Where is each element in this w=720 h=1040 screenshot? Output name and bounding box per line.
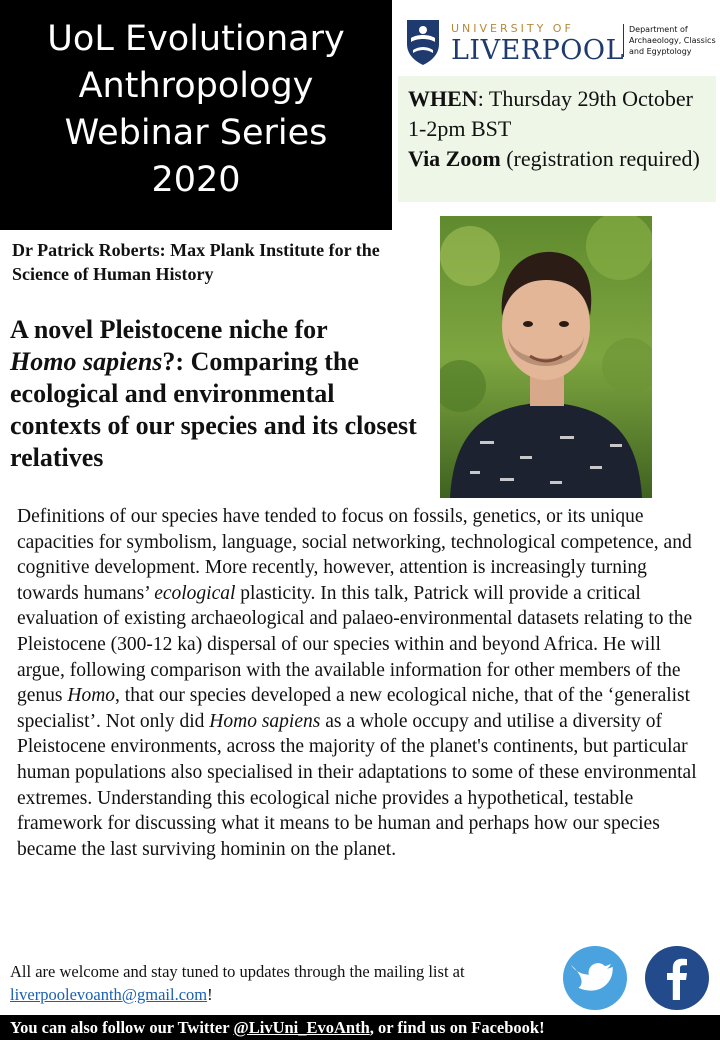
- when-value: : Thursday 29th October 1-2pm BST: [408, 86, 693, 141]
- welcome-end: !: [207, 985, 213, 1004]
- talk-title-italic: Homo sapiens: [10, 347, 163, 376]
- welcome-note: [10, 960, 540, 1006]
- follow-text-post: , or find us on Facebook!: [369, 1018, 545, 1037]
- twitter-handle-link[interactable]: @LivUni_EvoAnth: [233, 1018, 370, 1037]
- title-line-4: 2020: [151, 160, 241, 200]
- abstract-em-3: Homo sapiens: [209, 710, 321, 732]
- abstract-paragraph: [17, 504, 707, 862]
- twitter-bird-icon: [563, 946, 627, 1010]
- via-label: Via Zoom: [408, 146, 501, 171]
- abstract-text-3: , that our species developed a new ecological niche, that of the ‘generalist specialist’. Not only did: [17, 685, 691, 732]
- department-label: Department of Archaeology, Classics and Egyptology: [623, 24, 719, 57]
- series-title: [0, 0, 392, 230]
- title-line-2: Anthropology: [78, 66, 314, 106]
- title-line-1: UoL Evolutionary: [47, 19, 345, 59]
- when-label: WHEN: [408, 86, 478, 111]
- facebook-f-icon: [645, 946, 709, 1010]
- university-top-label: UNIVERSITY OF: [451, 22, 574, 35]
- abstract-text-4: as a whole occupy and utilise a diversity of Pleistocene environments, across the majority of the planet's continents, but particular human populations also specialised in their adaptations to some of these environmental extremes. Understanding this ecological niche provides a hypothetical, testable framework for discussing what it means to be human and perhaps how our species became the last surviving hominin on the planet.: [17, 710, 697, 860]
- crest-icon: [405, 18, 441, 66]
- via-value: (registration required): [500, 146, 700, 171]
- speaker-portrait-image: [440, 216, 652, 498]
- title-line-3: Webinar Series: [64, 113, 328, 153]
- twitter-icon[interactable]: [563, 946, 627, 1010]
- abstract-em-1: ecological: [154, 582, 236, 604]
- university-name: LIVERPOOL: [451, 35, 624, 66]
- follow-text-pre: You can also follow our Twitter: [10, 1018, 234, 1037]
- email-link[interactable]: liverpoolevoanth@gmail.com: [10, 985, 208, 1004]
- welcome-text: All are welcome and stay tuned to updates through the mailing list at: [10, 962, 465, 981]
- abstract-em-2: Homo: [67, 685, 116, 707]
- abstract-text-1: Definitions of our species have tended to focus on fossils, genetics, or its unique capacities for symbolism, language, social networking, technological competence, and cognitive development. More recently, however, attention is increasingly turning towards humans’: [17, 506, 692, 604]
- talk-title-part-1: A novel Pleistocene niche for: [10, 315, 328, 344]
- speaker-photo: [440, 216, 652, 498]
- event-details: [398, 76, 716, 202]
- footer-bar: [0, 1015, 720, 1040]
- talk-title-part-2: ?: Comparing the ecological and environmental contexts of our species and its closest relatives: [10, 347, 417, 472]
- talk-title: [10, 314, 430, 474]
- abstract-text-2: plasticity. In this talk, Patrick will provide a critical evaluation of existing archaeological and palaeo-environmental datasets relating to the Pleistocene (300-12 ka) dispersal of our species within and beyond Africa. He will argue, following comparison with the available information for other members of the genus: [17, 582, 693, 707]
- speaker-name: Dr Patrick Roberts: Max Plank Institute for the Science of Human History: [12, 240, 380, 284]
- university-logo: [405, 14, 720, 74]
- facebook-icon[interactable]: [645, 946, 709, 1010]
